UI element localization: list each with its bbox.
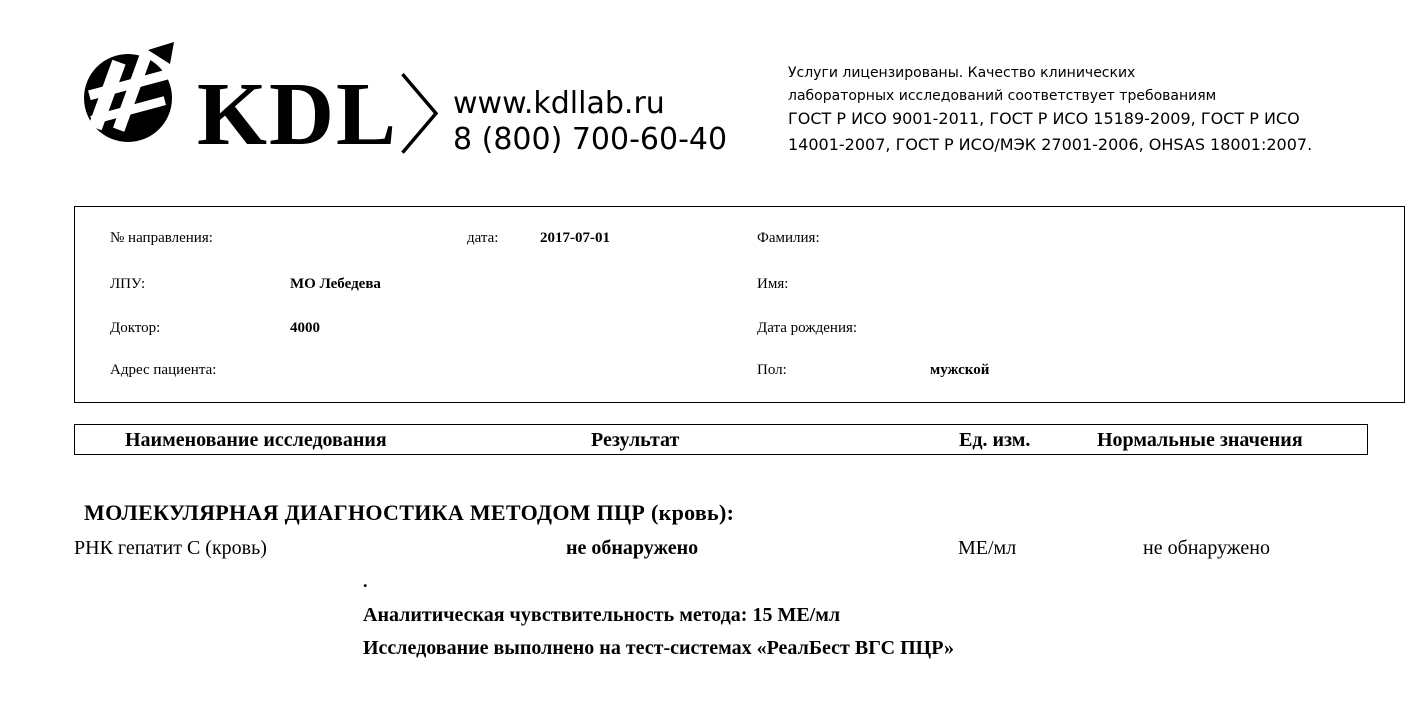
kdl-globe-logo-icon bbox=[78, 40, 183, 150]
date-value: 2017-07-01 bbox=[540, 230, 610, 246]
patient-info-box bbox=[74, 206, 1405, 403]
column-header-normal: Нормальные значения bbox=[1097, 429, 1303, 451]
license-line-4: 14001-2007, ГОСТ Р ИСО/МЭК 27001-2006, OHSAS 18001:2007. bbox=[788, 135, 1313, 154]
column-header-result: Результат bbox=[591, 429, 680, 451]
doctor-label: Доктор: bbox=[110, 320, 161, 336]
referral-label: № направления: bbox=[110, 230, 213, 246]
license-line-1: Услуги лицензированы. Качество клинических bbox=[788, 65, 1136, 81]
doctor-value: 4000 bbox=[290, 320, 320, 336]
dot-marker: . bbox=[363, 571, 368, 591]
license-line-2: лабораторных исследований соответствует требованиям bbox=[788, 88, 1217, 104]
sex-value: мужской bbox=[930, 362, 990, 378]
lpu-label: ЛПУ: bbox=[110, 276, 146, 292]
note-test-system: Исследование выполнено на тест-системах «РеалБест ВГС ПЦР» bbox=[363, 637, 954, 659]
phone-number: 8 (800) 700-60-40 bbox=[453, 122, 728, 157]
website-link[interactable]: www.kdllab.ru bbox=[453, 86, 665, 121]
test-unit: МЕ/мл bbox=[958, 537, 1017, 559]
birth-label: Дата рождения: bbox=[757, 320, 858, 336]
sex-label: Пол: bbox=[757, 362, 787, 378]
brand-name: KDL bbox=[197, 65, 399, 164]
column-header-name: Наименование исследования bbox=[125, 429, 387, 451]
brand-chevron-icon: 〉 bbox=[398, 69, 484, 165]
results-table-header bbox=[74, 424, 1368, 455]
address-label: Адрес пациента: bbox=[110, 362, 217, 378]
test-normal: не обнаружено bbox=[1143, 537, 1270, 559]
test-result: не обнаружено bbox=[566, 537, 699, 559]
name-label: Имя: bbox=[757, 276, 789, 292]
lpu-value: МО Лебедева bbox=[290, 276, 381, 292]
test-name: РНК гепатит С (кровь) bbox=[74, 537, 267, 559]
section-title: МОЛЕКУЛЯРНАЯ ДИАГНОСТИКА МЕТОДОМ ПЦР (кровь): bbox=[84, 500, 735, 525]
date-label: дата: bbox=[467, 230, 499, 246]
surname-label: Фамилия: bbox=[757, 230, 820, 246]
note-sensitivity: Аналитическая чувствительность метода: 15 МЕ/мл bbox=[363, 604, 841, 626]
column-header-unit: Ед. изм. bbox=[959, 429, 1031, 451]
license-line-3: ГОСТ Р ИСО 9001-2011, ГОСТ Р ИСО 15189-2009, ГОСТ Р ИСО bbox=[788, 109, 1300, 128]
